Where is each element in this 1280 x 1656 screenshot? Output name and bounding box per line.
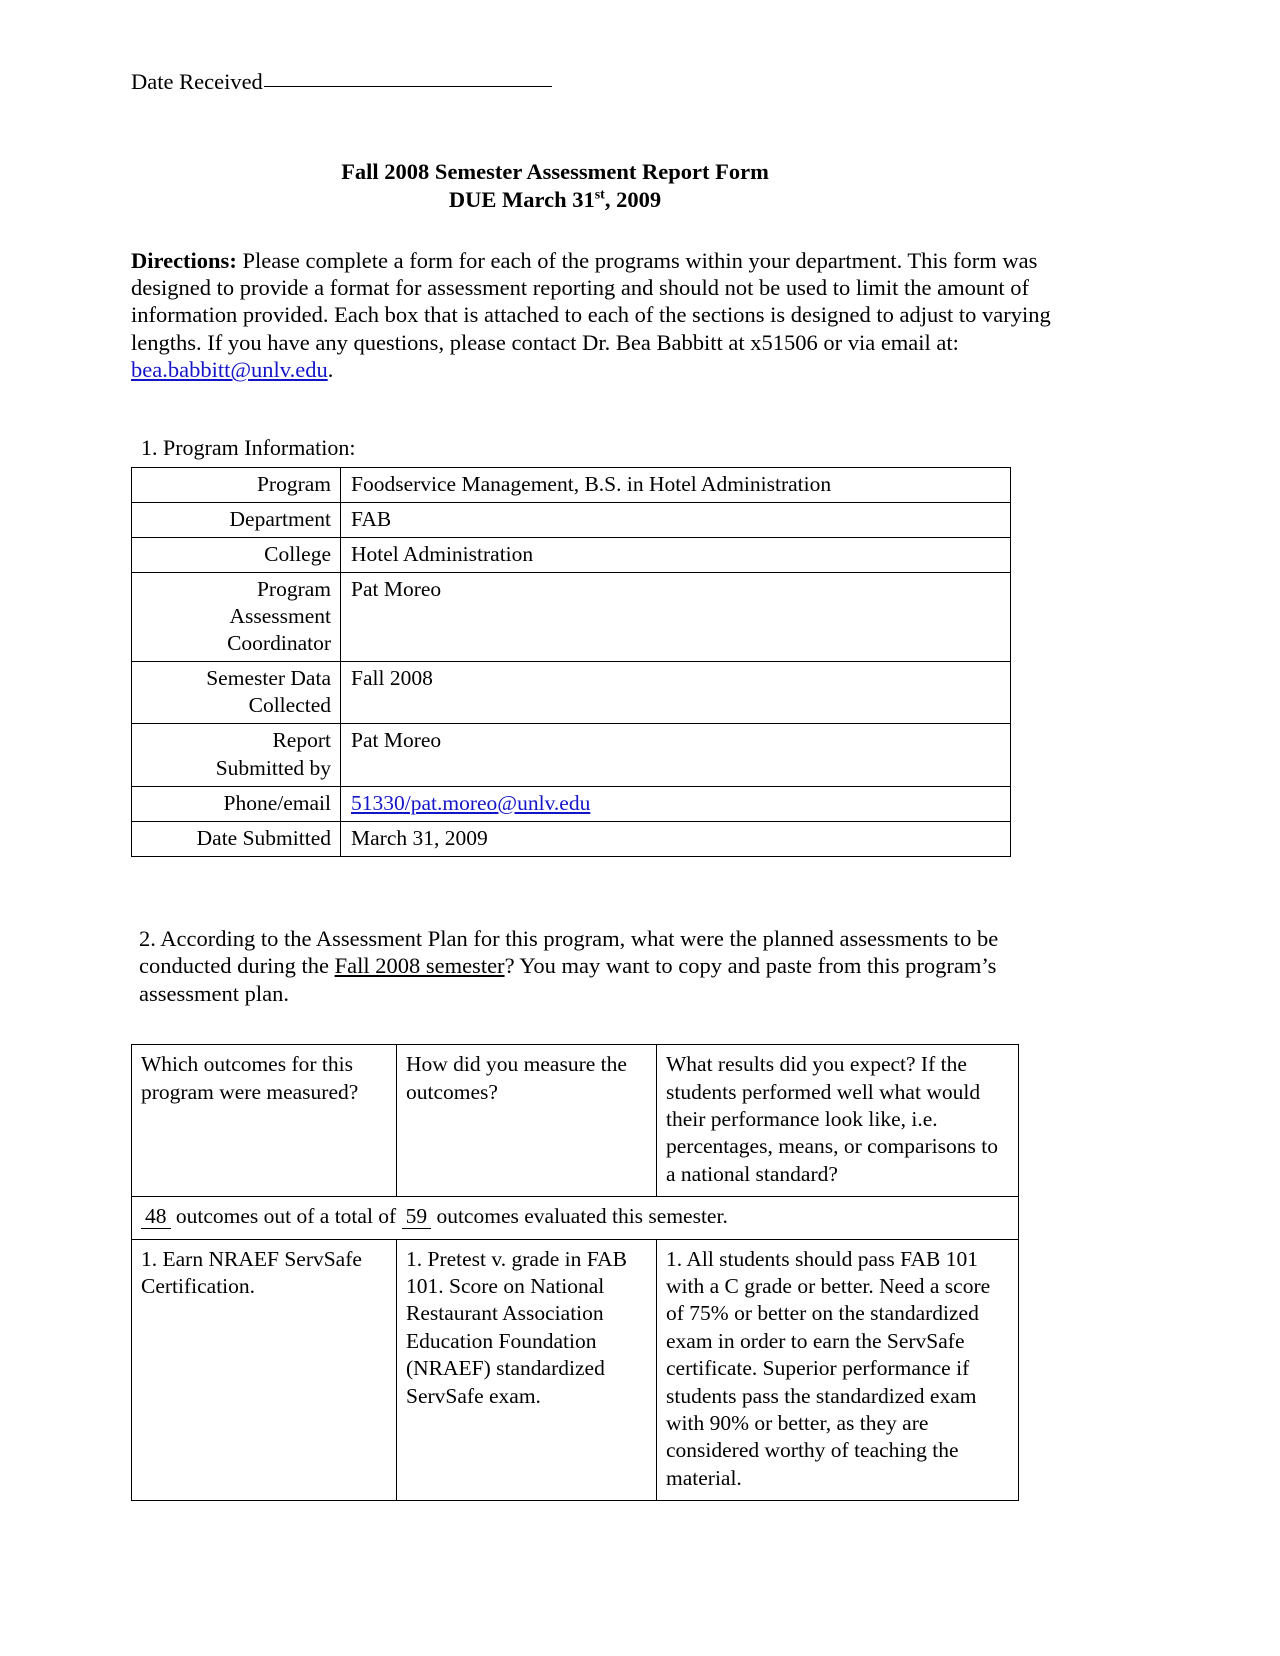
outcomes-count-cell bbox=[132, 1197, 1019, 1239]
table-row bbox=[132, 786, 1011, 821]
outcomes-count-mid-text: outcomes out of a total of bbox=[175, 1204, 397, 1229]
row-label-coordinator bbox=[132, 573, 341, 662]
table-row bbox=[132, 1239, 1019, 1501]
semester-label-line-1: Semester Data bbox=[206, 666, 331, 691]
assessment-outcomes-table bbox=[131, 1044, 1019, 1501]
column-header-how-measured: How did you measure the outcomes? bbox=[397, 1045, 657, 1197]
table-header-row bbox=[132, 1045, 1019, 1197]
document-title bbox=[131, 158, 1071, 215]
table-row bbox=[132, 538, 1011, 573]
date-received-line bbox=[131, 0, 1071, 96]
row-value-department[interactable]: FAB bbox=[341, 502, 1011, 537]
due-date-post: , 2009 bbox=[604, 187, 662, 213]
column-header-expected-results: What results did you expect? If the students performed well what would their performance look like, i.e. percentages, means, or comparisons to a national standard? bbox=[657, 1045, 1019, 1197]
row-label-semester-data bbox=[132, 662, 341, 724]
row-label-college: College bbox=[132, 538, 341, 573]
semester-label-line-2: Collected bbox=[248, 693, 331, 718]
pat-moreo-email-link[interactable]: 51330/pat.moreo@unlv.edu bbox=[351, 790, 591, 815]
bea-babbitt-email-link[interactable]: bea.babbitt@unlv.edu bbox=[131, 357, 328, 383]
row-value-report-submitted-by[interactable]: Pat Moreo bbox=[341, 724, 1011, 786]
row-label-report-submitted-by bbox=[132, 724, 341, 786]
row-value-coordinator[interactable]: Pat Moreo bbox=[341, 573, 1011, 662]
due-date-ordinal: st bbox=[594, 187, 605, 203]
due-date-pre: DUE March 31 bbox=[448, 187, 595, 213]
row-value-semester-data[interactable]: Fall 2008 bbox=[341, 662, 1011, 724]
directions-label: Directions: bbox=[131, 247, 237, 273]
program-information-table bbox=[131, 467, 1011, 857]
date-received-blank[interactable] bbox=[264, 86, 552, 87]
cell-outcome-1[interactable]: 1. Earn NRAEF ServSafe Certification. bbox=[132, 1239, 397, 1501]
date-received-label: Date Received bbox=[131, 69, 263, 94]
row-label-phone-email: Phone/email bbox=[132, 786, 341, 821]
title-line-1: Fall 2008 Semester Assessment Report Form bbox=[341, 159, 769, 185]
row-value-phone-email[interactable] bbox=[341, 786, 1011, 821]
section-2-text-post: ? You may want to copy and paste from this program’s assessment plan. bbox=[139, 953, 997, 1006]
table-row bbox=[132, 662, 1011, 724]
section-2-underlined-term: Fall 2008 semester bbox=[334, 953, 505, 979]
report-label-line-2: Submitted by bbox=[215, 755, 331, 780]
title-line-2 bbox=[131, 186, 979, 214]
coordinator-label-line-1: Program bbox=[256, 577, 331, 602]
table-row bbox=[132, 467, 1011, 502]
cell-expected-1[interactable]: 1. All students should pass FAB 101 with a C grade or better. Need a score of 75% or better on the standardized exam in order to earn the ServSafe certificate. Superior performance if students pass the standardized exam with 90% or better, as they are considered worthy of teaching the material. bbox=[657, 1239, 1019, 1501]
table-row bbox=[132, 573, 1011, 662]
table-row bbox=[132, 724, 1011, 786]
row-label-department: Department bbox=[132, 502, 341, 537]
row-value-date-submitted[interactable]: March 31, 2009 bbox=[341, 821, 1011, 856]
report-label-line-1: Report bbox=[272, 728, 331, 753]
directions-paragraph bbox=[131, 247, 1071, 384]
coordinator-label-line-3: Coordinator bbox=[227, 631, 331, 656]
column-header-outcomes-measured: Which outcomes for this program were measured? bbox=[132, 1045, 397, 1197]
section-2-text-pre: 2. According to the Assessment Plan for this program, what were the planned assessments to be conducted during the bbox=[139, 925, 999, 979]
row-label-date-submitted: Date Submitted bbox=[132, 821, 341, 856]
page-content bbox=[131, 0, 1071, 1501]
row-value-college[interactable]: Hotel Administration bbox=[341, 538, 1011, 573]
table-row bbox=[132, 821, 1011, 856]
outcomes-count-end-text: outcomes evaluated this semester. bbox=[436, 1204, 728, 1229]
section-2-heading bbox=[131, 925, 1079, 1007]
cell-measure-1[interactable]: 1. Pretest v. grade in FAB 101. Score on National Restaurant Association Education Foundation (NRAEF) standardized ServSafe exam. bbox=[397, 1239, 657, 1501]
table-count-row bbox=[132, 1197, 1019, 1239]
section-1-heading: 1. Program Information: bbox=[141, 435, 356, 461]
table-row bbox=[132, 502, 1011, 537]
outcomes-total-count[interactable]: 59 bbox=[402, 1204, 432, 1229]
row-label-program: Program bbox=[132, 467, 341, 502]
directions-text: Please complete a form for each of the programs within your department. This form was designed to provide a format for assessment reporting and should not be used to limit the amount of information provided. Each box that is attached to each of the sections is designed to adjust to varying lengths. If you have any questions, please contact Dr. Bea Babbitt at x51506 or via email at: bbox=[131, 247, 1051, 355]
row-value-program[interactable]: Foodservice Management, B.S. in Hotel Administration bbox=[341, 467, 1011, 502]
directions-text-end: . bbox=[327, 357, 334, 383]
outcomes-measured-count[interactable]: 48 bbox=[141, 1204, 171, 1229]
coordinator-label-line-2: Assessment bbox=[229, 604, 331, 629]
